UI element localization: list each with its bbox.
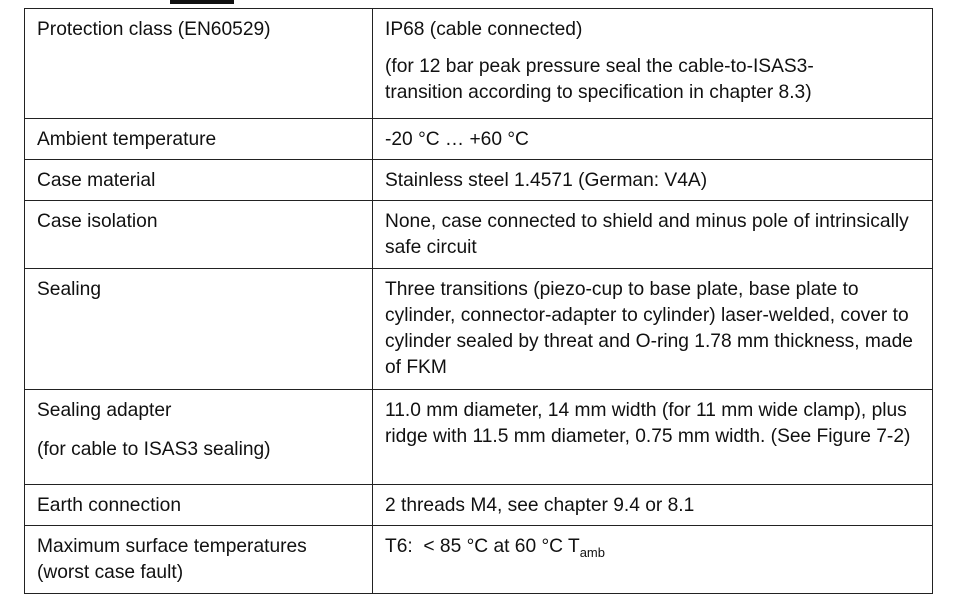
table-row <box>25 160 933 201</box>
table-row <box>25 201 933 269</box>
subscript-amb: amb <box>579 545 605 560</box>
specification-table <box>24 8 933 594</box>
row-label: Case material <box>25 160 373 201</box>
row-value: 2 threads M4, see chapter 9.4 or 8.1 <box>373 485 933 526</box>
row-value: Three transitions (piezo-cup to base plate, base plate to cylinder, connector-adapter to cylinder) laser-welded, cover to cylinder sealed by threat and O-ring 1.78 mm thickness, made of FKM <box>373 269 933 390</box>
row-label: Earth connection <box>25 485 373 526</box>
row-label: Sealing <box>25 269 373 390</box>
row-label: Ambient temperature <box>25 119 373 160</box>
table-row <box>25 9 933 119</box>
row-value: -20 °C … +60 °C <box>373 119 933 160</box>
row-label: Sealing adapter (for cable to ISAS3 sealing) <box>25 390 373 485</box>
row-label: Protection class (EN60529) <box>25 9 373 119</box>
row-value: 11.0 mm diameter, 14 mm width (for 11 mm wide clamp), plus ridge with 11.5 mm diameter, 0.75 mm width. (See Figure 7-2) <box>373 390 933 485</box>
row-value: IP68 (cable connected) (for 12 bar peak pressure seal the cable-to-ISAS3-transition according to specification in chapter 8.3) <box>373 9 933 119</box>
table-row <box>25 119 933 160</box>
row-value: T6: < 85 °C at 60 °C $T_{amb}$ <box>373 526 933 594</box>
cut-off-heading-fragment <box>170 0 234 4</box>
table-row <box>25 526 933 594</box>
table-row <box>25 485 933 526</box>
table-row <box>25 269 933 390</box>
table-row <box>25 390 933 485</box>
row-value: Stainless steel 1.4571 (German: V4A) <box>373 160 933 201</box>
row-label: Case isolation <box>25 201 373 269</box>
row-value: None, case connected to shield and minus pole of intrinsically safe circuit <box>373 201 933 269</box>
row-label: Maximum surface temperatures (worst case fault) <box>25 526 373 594</box>
